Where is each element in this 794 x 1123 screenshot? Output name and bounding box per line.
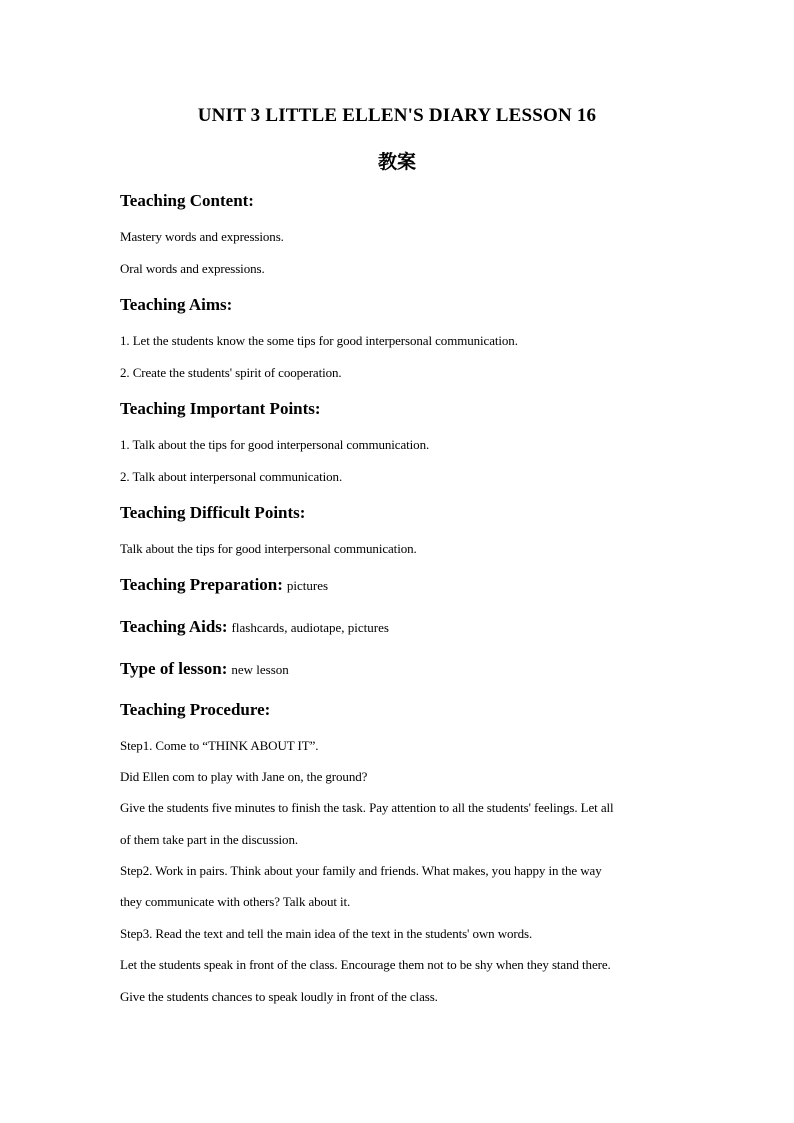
procedure-line-8: Let the students speak in front of the class. Encourage them not to be shy when they stand there. [120,957,611,972]
procedure-line-2: Did Ellen com to play with Jane on, the ground? [120,769,368,784]
type-text: new lesson [231,662,289,677]
section-heading-procedure: Teaching Procedure: [120,700,271,719]
aims-line-1: 1. Let the students know the some tips for good interpersonal communication. [120,333,518,348]
important-line-1: 1. Talk about the tips for good interpersonal communication. [120,437,430,452]
procedure-line-4: of them take part in the discussion. [120,832,299,847]
procedure-line-7: Step3. Read the text and tell the main idea of the text in the students' own words. [120,926,533,941]
preparation-text: pictures [286,578,329,593]
procedure-line-6: they communicate with others? Talk about it. [120,894,351,909]
section-heading-difficult-points: Teaching Difficult Points: [120,503,306,522]
procedure-line-1: Step1. Come to “THINK ABOUT IT”. [120,738,319,753]
section-type [120,659,289,679]
document-subtitle: 教案 [377,151,416,173]
difficult-line-1: Talk about the tips for good interpersonal communication. [120,541,417,556]
section-heading-content: Teaching Content: [120,191,254,210]
aids-heading: Teaching Aids: [120,617,228,636]
content-line-2: Oral words and expressions. [120,261,265,276]
section-preparation [120,575,328,595]
section-heading-aims: Teaching Aims: [120,295,233,314]
procedure-line-3: Give the students five minutes to finish the task. Pay attention to all the students' feelings. Let all [120,800,614,815]
important-line-2: 2. Talk about interpersonal communication. [120,469,343,484]
document-title: UNIT 3 LITTLE ELLEN'S DIARY LESSON 16 [197,105,597,126]
aids-text: flashcards, audiotape, pictures [231,620,389,635]
preparation-heading: Teaching Preparation: [120,575,283,594]
content-line-1: Mastery words and expressions. [120,229,284,244]
section-heading-important-points: Teaching Important Points: [120,399,321,418]
aims-line-2: 2. Create the students' spirit of cooperation. [120,365,342,380]
procedure-line-5: Step2. Work in pairs. Think about your family and friends. What makes, you happy in the way [120,863,602,878]
type-heading: Type of lesson: [120,659,228,678]
section-aids [120,617,389,637]
procedure-line-9: Give the students chances to speak loudly in front of the class. [120,989,438,1004]
